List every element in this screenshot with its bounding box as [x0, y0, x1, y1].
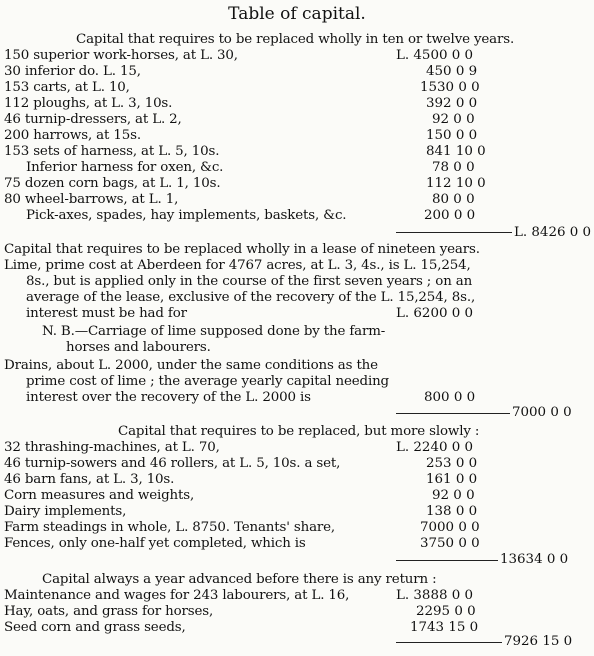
section-total: L. 8426 0 0 — [514, 225, 592, 240]
section-heading: Capital that requires to be replaced wholly in ten or twelve years. — [76, 32, 515, 47]
item-amount: 1530 0 0 — [420, 80, 480, 95]
item-amount: 253 0 0 — [426, 456, 478, 471]
item-text: 32 thrashing-machines, at L. 70, — [4, 440, 220, 455]
section-total: 7000 0 0 — [512, 405, 572, 420]
item-text: 153 carts, at L. 10, — [4, 80, 130, 95]
section-total: 13634 0 0 — [500, 552, 569, 567]
note-line: horses and labourers. — [66, 340, 211, 355]
item-amount: 2295 0 0 — [416, 604, 476, 619]
subtotal-rule — [396, 232, 492, 233]
item-text: 150 superior work-horses, at L. 30, — [4, 48, 238, 63]
item-amount: 1743 15 0 — [410, 620, 479, 635]
item-text: Maintenance and wages for 243 labourers, at L. 16, — [4, 588, 350, 603]
text-line: 8s., but is applied only in the course of the first seven years ; on an — [26, 274, 473, 289]
item-amount: 841 10 0 — [426, 144, 486, 159]
item-text: Fences, only one-half yet completed, which is — [4, 536, 306, 551]
subtotal-dash — [484, 642, 502, 643]
item-amount: L. 2240 0 0 — [396, 440, 474, 455]
item-text: 46 turnip-sowers and 46 rollers, at L. 5, 10s. a set, — [4, 456, 341, 471]
item-text: 112 ploughs, at L. 3, 10s. — [4, 96, 173, 111]
subtotal-dash — [484, 560, 498, 561]
item-text: Dairy implements, — [4, 504, 127, 519]
section-total: 7926 15 0 — [504, 634, 573, 649]
subtotal-dash — [492, 232, 512, 233]
item-amount: 392 0 0 — [426, 96, 478, 111]
text-line: interest must be had for — [26, 306, 187, 321]
item-text: Inferior harness for oxen, &c. — [26, 160, 224, 175]
item-amount: 92 0 0 — [432, 488, 475, 503]
item-amount: 7000 0 0 — [420, 520, 480, 535]
item-text: 46 turnip-dressers, at L. 2, — [4, 112, 182, 127]
subtotal-rule — [396, 642, 492, 643]
section-heading: Capital always a year advanced before there is any return : — [42, 572, 437, 587]
item-text: 75 dozen corn bags, at L. 1, 10s. — [4, 176, 221, 191]
item-text: Corn measures and weights, — [4, 488, 195, 503]
item-amount: 138 0 0 — [426, 504, 478, 519]
page-title: Table of capital. — [228, 4, 366, 24]
item-text: Pick-axes, spades, hay implements, baskets, &c. — [26, 208, 347, 223]
section-heading: Capital that requires to be replaced wholly in a lease of nineteen years. — [4, 242, 480, 257]
subtotal-rule — [396, 560, 492, 561]
item-amount: 800 0 0 — [424, 390, 476, 405]
item-text: 80 wheel-barrows, at L. 1, — [4, 192, 179, 207]
section-heading: Capital that requires to be replaced, but more slowly : — [118, 424, 480, 439]
item-amount: 450 0 9 — [426, 64, 478, 79]
item-amount: 80 0 0 — [432, 192, 475, 207]
item-amount: 92 0 0 — [432, 112, 475, 127]
subtotal-dash — [482, 413, 510, 414]
item-text: Seed corn and grass seeds, — [4, 620, 186, 635]
text-line: average of the lease, exclusive of the recovery of the L. 15,254, 8s., — [26, 290, 476, 305]
item-amount: 3750 0 0 — [420, 536, 480, 551]
item-text: 200 harrows, at 15s. — [4, 128, 141, 143]
item-amount: 161 0 0 — [426, 472, 478, 487]
item-amount: 78 0 0 — [432, 160, 475, 175]
text-line: Drains, about L. 2000, under the same conditions as the — [4, 358, 378, 373]
item-amount: L. 3888 0 0 — [396, 588, 474, 603]
item-amount: L. 4500 0 0 — [396, 48, 474, 63]
item-amount: L. 6200 0 0 — [396, 306, 474, 321]
item-text: Farm steadings in whole, L. 8750. Tenants' share, — [4, 520, 336, 535]
item-amount: 200 0 0 — [424, 208, 476, 223]
item-text: 30 inferior do. L. 15, — [4, 64, 141, 79]
subtotal-rule — [396, 413, 492, 414]
item-amount: 150 0 0 — [426, 128, 478, 143]
text-line: prime cost of lime ; the average yearly capital needing — [26, 374, 389, 389]
text-line: Lime, prime cost at Aberdeen for 4767 acres, at L. 3, 4s., is L. 15,254, — [4, 258, 471, 273]
item-amount: 112 10 0 — [426, 176, 486, 191]
text-line: interest over the recovery of the L. 2000 is — [26, 390, 311, 405]
item-text: 46 barn fans, at L. 3, 10s. — [4, 472, 175, 487]
item-text: 153 sets of harness, at L. 5, 10s. — [4, 144, 220, 159]
note-line: N. B.—Carriage of lime supposed done by the farm- — [42, 324, 386, 339]
item-text: Hay, oats, and grass for horses, — [4, 604, 214, 619]
